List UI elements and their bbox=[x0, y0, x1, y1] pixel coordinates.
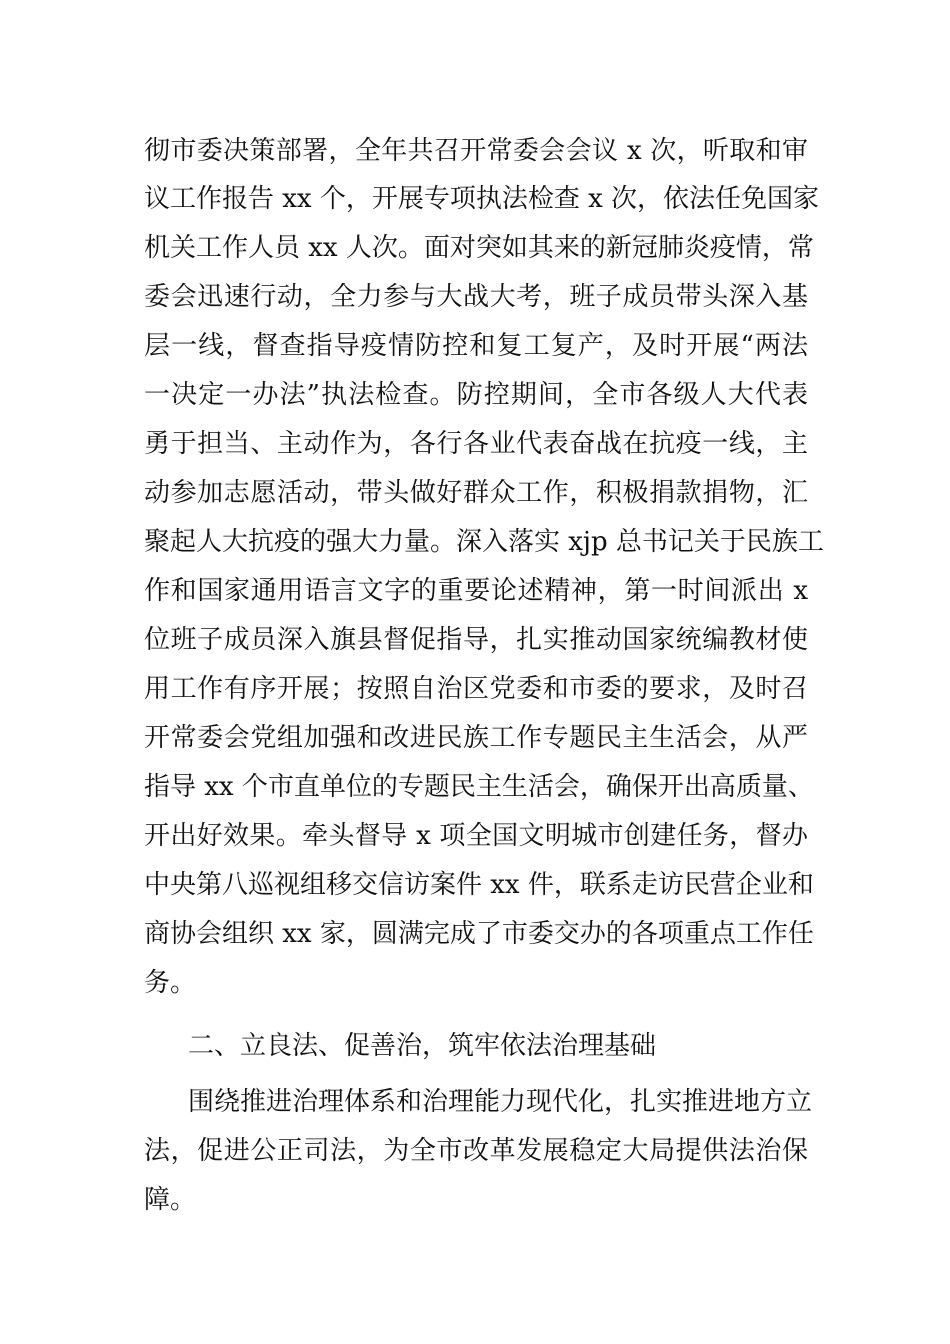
paragraph-line: 勇于担当、主动作为，各行各业代表奋战在抗疫一线，主 bbox=[144, 429, 808, 459]
paragraph-line: 聚起人大抗疫的强大力量。深入落实 xjp 总书记关于民族工 bbox=[144, 527, 824, 557]
paragraph-line: 彻市委决策部署，全年共召开常委会会议 x 次，听取和审 bbox=[144, 136, 808, 166]
paragraph-line: 层一线，督查指导疫情防控和复工复产，及时开展“两法 bbox=[144, 331, 808, 361]
paragraph-line: 指导 xx 个市直单位的专题民主生活会，确保开出高质量、 bbox=[144, 772, 814, 802]
paragraph-line: 商协会组织 xx 家，圆满完成了市委交办的各项重点工作任 bbox=[144, 919, 814, 949]
paragraph-line: 委会迅速行动，全力参与大战大考，班子成员带头深入基 bbox=[144, 282, 808, 312]
paragraph-line: 动参加志愿活动，带头做好群众工作，积极捐款捐物，汇 bbox=[144, 478, 808, 508]
paragraph-line: 用工作有序开展；按照自治区党委和市委的要求，及时召 bbox=[144, 674, 808, 704]
paragraph-line: 围绕推进治理体系和治理能力现代化，扎实推进地方立 bbox=[188, 1087, 813, 1117]
paragraph-line: 作和国家通用语言文字的重要论述精神，第一时间派出 x bbox=[144, 576, 808, 606]
paragraph-line: 障。 bbox=[144, 1185, 197, 1215]
paragraph-line: 开出好效果。牵头督导 x 项全国文明城市创建任务，督办 bbox=[144, 821, 808, 851]
paragraph-line: 务。 bbox=[144, 968, 197, 998]
paragraph-line: 位班子成员深入旗县督促指导，扎实推动国家统编教材使 bbox=[144, 625, 808, 655]
paragraph-line: 法，促进公正司法，为全市改革发展稳定大局提供法治保 bbox=[144, 1136, 808, 1166]
section-heading: 二、立良法、促善治，筑牢依法治理基础 bbox=[188, 1031, 657, 1061]
paragraph-line: 一决定一办法”执法检查。防控期间，全市各级人大代表 bbox=[144, 380, 808, 410]
paragraph-line: 开常委会党组加强和改进民族工作专题民主生活会，从严 bbox=[144, 723, 808, 753]
paragraph-line: 中央第八巡视组移交信访案件 xx 件，联系走访民营企业和 bbox=[144, 870, 814, 900]
paragraph-line: 机关工作人员 xx 人次。面对突如其来的新冠肺炎疫情，常 bbox=[144, 233, 814, 263]
paragraph-line: 议工作报告 xx 个，开展专项执法检查 x 次，依法任免国家 bbox=[144, 184, 820, 214]
